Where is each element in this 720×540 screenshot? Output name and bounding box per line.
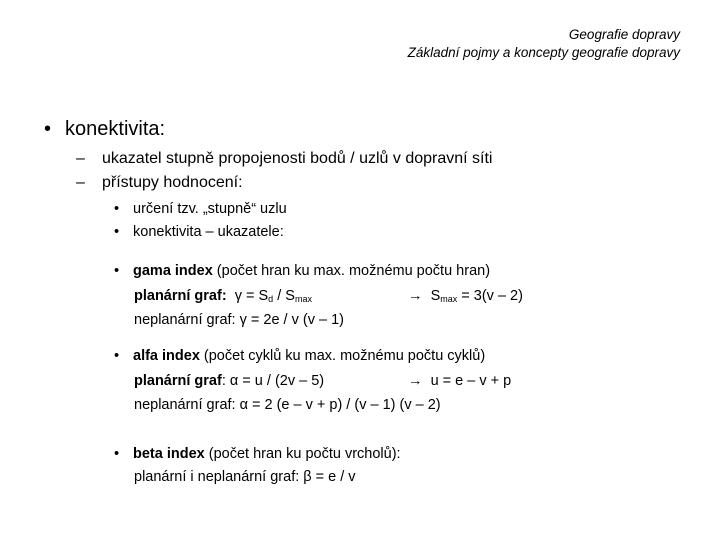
bullet-marker: • bbox=[114, 446, 120, 462]
sub-item-text: ukazatel stupně propojenosti bodů / uzlů v dopravní síti bbox=[102, 150, 493, 167]
alfa-planar-label: planární graf bbox=[134, 373, 222, 389]
main-bullet-text: konektivita: bbox=[65, 118, 166, 140]
slide-header bbox=[408, 26, 680, 62]
gama-sub-d: d bbox=[268, 294, 274, 304]
alfa-name: alfa index bbox=[133, 348, 200, 364]
header-subtitle: Základní pojmy a koncepty geografie dopravy bbox=[407, 45, 680, 60]
sub-item-approaches bbox=[76, 174, 243, 192]
item-indicators bbox=[114, 221, 284, 243]
gama-result-b: = 3(v – 2) bbox=[457, 288, 523, 304]
beta-desc: (počet hran ku počtu vrcholů): bbox=[204, 446, 401, 462]
alfa-planar-formula: : α = u / (2v – 5) bbox=[221, 373, 325, 389]
sub-item-definition bbox=[76, 150, 492, 168]
item-text: určení tzv. „stupně“ uzlu bbox=[133, 201, 287, 217]
arrow-icon: → bbox=[408, 288, 423, 304]
alfa-result bbox=[408, 370, 511, 392]
gama-sub-max: max bbox=[294, 294, 312, 304]
gama-planar-label: planární graf: bbox=[134, 288, 227, 304]
gama-result-sub: max bbox=[440, 294, 458, 304]
gama-planar-formula-b: / S bbox=[273, 288, 295, 304]
sub-item-text: přístupy hodnocení: bbox=[102, 174, 243, 191]
dash-marker: – bbox=[76, 174, 85, 191]
item-beta-index bbox=[114, 443, 401, 465]
bullet-marker: • bbox=[114, 224, 120, 240]
alfa-result-text: u = e – v + p bbox=[430, 373, 512, 389]
item-degree bbox=[114, 198, 287, 220]
alfa-planar-line bbox=[134, 370, 324, 392]
arrow-icon: → bbox=[408, 373, 423, 389]
bullet-marker: • bbox=[44, 118, 52, 140]
gama-result bbox=[408, 285, 523, 310]
gama-result-a: S bbox=[430, 288, 441, 304]
bullet-marker: • bbox=[114, 263, 120, 279]
gama-planar-line bbox=[134, 285, 312, 310]
beta-name: beta index bbox=[133, 446, 205, 462]
gama-nonplanar-line: neplanární graf: γ = 2e / v (v – 1) bbox=[134, 312, 344, 328]
item-gama-index bbox=[114, 260, 490, 282]
gama-desc: (počet hran ku max. možnému počtu hran) bbox=[212, 263, 491, 279]
bullet-marker: • bbox=[114, 348, 120, 364]
item-alfa-index bbox=[114, 345, 485, 367]
beta-line: planární i neplanární graf: β = e / v bbox=[134, 469, 356, 485]
header-title: Geografie dopravy bbox=[568, 27, 680, 42]
alfa-desc: (počet cyklů ku max. možnému počtu cyklů) bbox=[199, 348, 486, 364]
alfa-nonplanar-line: neplanární graf: α = 2 (e – v + p) / (v – 1) (v – 2) bbox=[134, 397, 441, 413]
gama-name: gama index bbox=[133, 263, 213, 279]
item-text: konektivita – ukazatele: bbox=[133, 224, 284, 240]
dash-marker: – bbox=[76, 150, 85, 167]
gama-planar-formula: γ = S bbox=[234, 288, 269, 304]
main-bullet bbox=[44, 118, 165, 141]
bullet-marker: • bbox=[114, 201, 120, 217]
